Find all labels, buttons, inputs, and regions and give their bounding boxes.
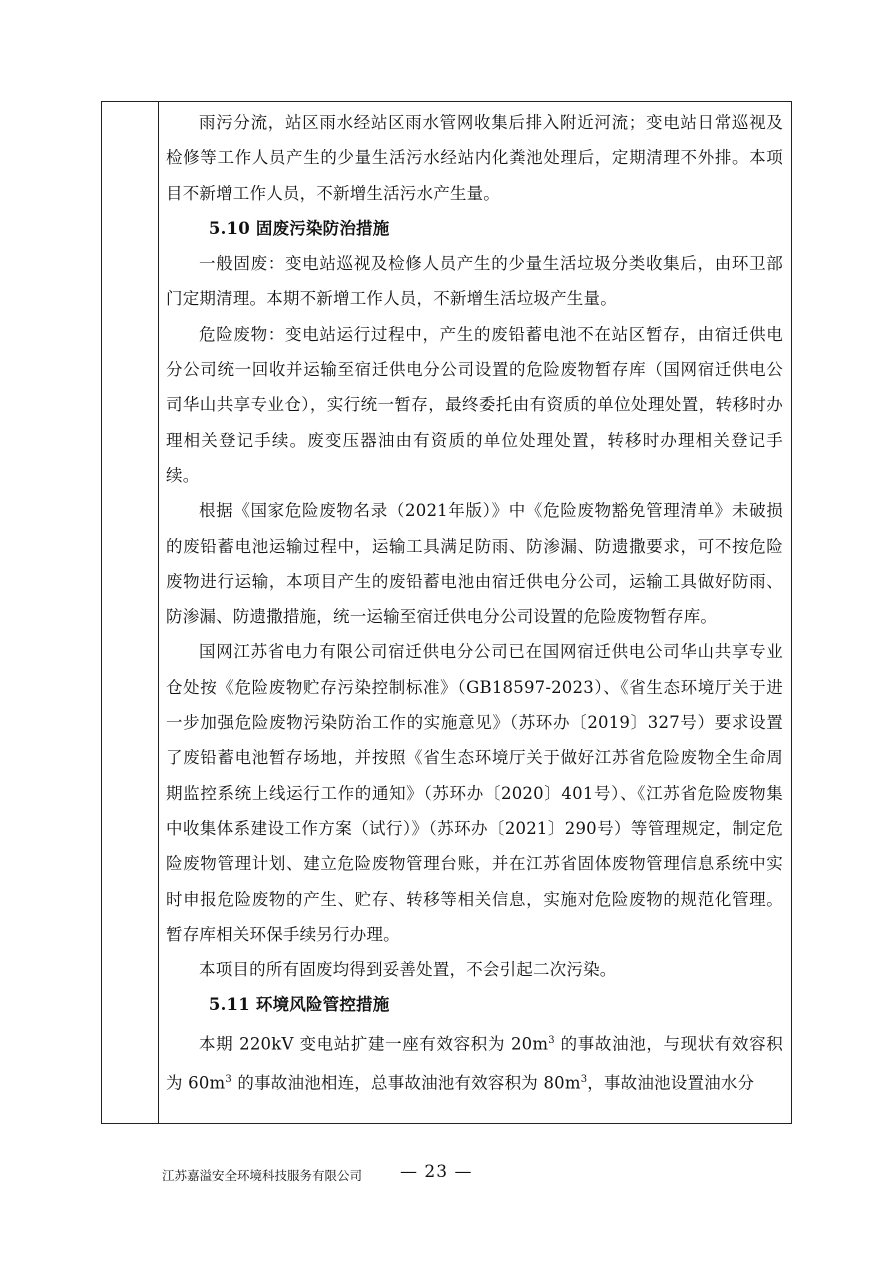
paragraph-storage-regulations: 国网江苏省电力有限公司宿迁供电分公司已在国网宿迁供电公司华山共享专业仓处按《危险废物贮存污染控制标准》（GB18597-2023）、《省生态环境厅关于进一步加强危险废物污染防治工作的实施意见》（苏环办〔2019〕327号）要求设置了废铅蓄电池暂存场地，并按照《省生态环境厅关于做好江苏省危险废物全生命周期监控系统上线运行工作的通知》（苏环办〔2020〕401号）、《江苏省危险废物集中收集体系建设工作方案（试行）》（苏环办〔2021〕290号）等管理规定，制定危险废物管理计划、建立危险废物管理台账，并在江苏省固体废物管理信息系统中实时申报危险废物的产生、贮存、转移等相关信息，实施对危险废物的规范化管理。暂存库相关环保手续另行办理。 [166, 642, 783, 944]
page-number: — 23 — [400, 1162, 473, 1182]
paragraph-general-solid-waste: 一般固废：变电站巡视及检修人员产生的少量生活垃圾分类收集后，由环卫部门定期清理。本期不新增工作人员，不新增生活垃圾产生量。 [166, 254, 783, 309]
superscript-3: 3 [580, 1073, 588, 1085]
oil-pool-text-c: 的事故油池相连，总事故油池有效容积为 80m [231, 1073, 581, 1093]
paragraph-accident-oil-pool [166, 1023, 783, 1101]
document-body [166, 105, 783, 1100]
oil-pool-text-d: ，事故油池设置油水分 [587, 1073, 755, 1093]
paragraph-hazardous-waste: 危险废物：变电站运行过程中，产生的废铅蓄电池不在站区暂存，由宿迁供电分公司统一回收并运输至宿迁供电分公司设置的危险废物暂存库（国网宿迁供电公司华山共享专业仓），实行统一暂存，最终委托由有资质的单位处理处置，转移时办理相关登记手续。废变压器油由有资质的单位处理处置，转移时办理相关登记手续。 [166, 324, 783, 485]
page-footer [0, 1162, 893, 1192]
section-heading-5-11: 5.11 环境风险管控措施 [208, 995, 390, 1015]
paragraph-stormwater: 雨污分流，站区雨水经站区雨水管网收集后排入附近河流；变电站日常巡视及检修等工作人员产生的少量生活污水经站内化粪池处理后，定期清理不外排。本项目不新增工作人员，不新增生活污水产生量。 [166, 113, 783, 203]
superscript-3: 3 [548, 1034, 555, 1046]
paragraph-exemption-list: 根据《国家危险废物名录（2021年版）》中《危险废物豁免管理清单》未破损的废铅蓄电池运输过程中，运输工具满足防雨、防渗漏、防遗撒要求，可不按危险废物进行运输，本项目产生的废铅蓄电池由宿迁供电分公司，运输工具做好防雨、防渗漏、防遗撒措施，统一运输至宿迁供电分公司设置的危险废物暂存库。 [166, 501, 783, 627]
section-heading-5-10: 5.10 固废污染防治措施 [208, 218, 390, 238]
oil-pool-text-a: 本期 220kV 变电站扩建一座有效容积为 20m [199, 1034, 549, 1054]
left-column [102, 102, 159, 1123]
footer-company: 江苏嘉溢安全环境科技服务有限公司 [162, 1168, 363, 1183]
oil-pool-text-b: 的事故油池，与现状有效容积为 60m [166, 1034, 784, 1093]
superscript-3: 3 [225, 1073, 232, 1085]
paragraph-solid-waste-conclusion: 本项目的所有固废均得到妥善处置，不会引起二次污染。 [199, 960, 617, 980]
content-table-frame [101, 101, 792, 1124]
